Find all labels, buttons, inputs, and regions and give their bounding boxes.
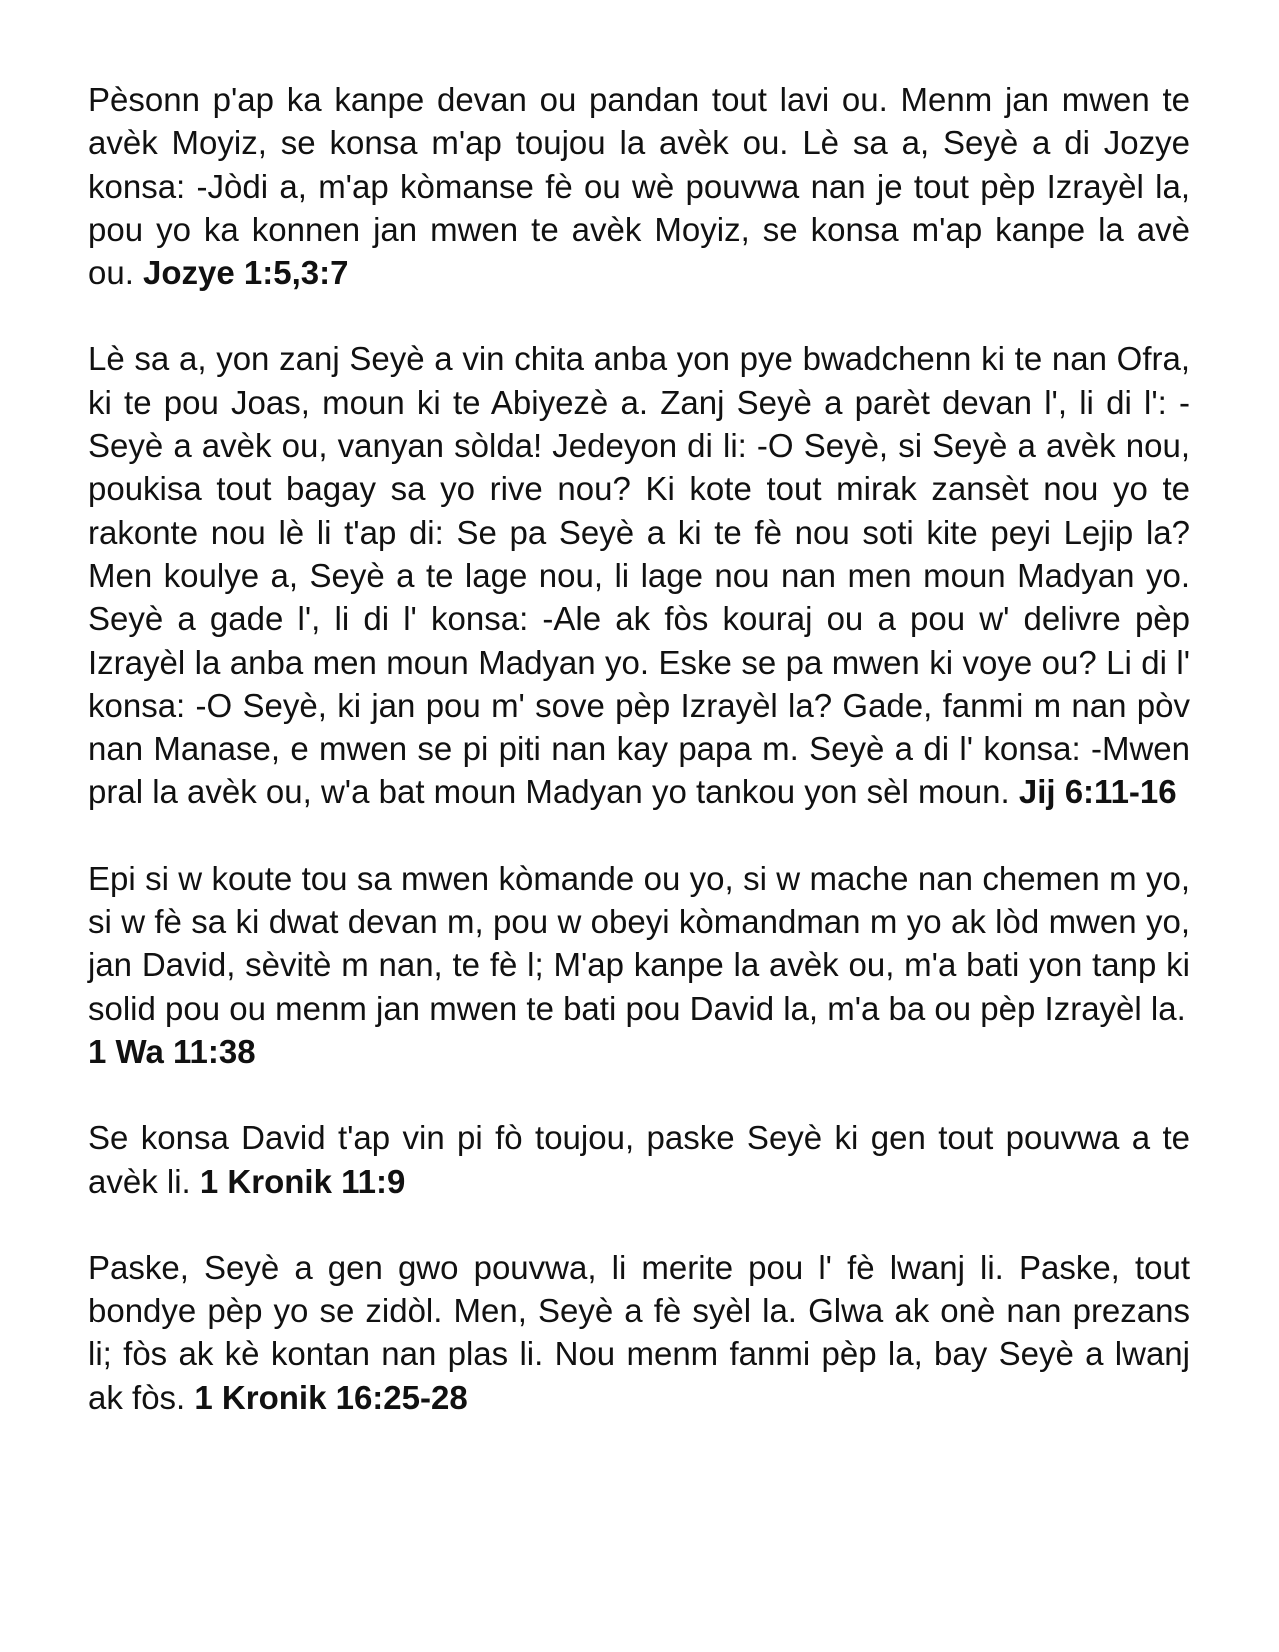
scripture-reference: Jij 6:11-16 bbox=[1018, 773, 1177, 811]
passage-text: Lè sa a, yon zanj Seyè a vin chita anba yon pye bwadchenn ki te nan Ofra, ki te pou Joas, moun ki te Abiyezè a. Zanj Seyè a parèt devan l', li di l': -Seyè a avèk ou, vanyan sòlda! Jedeyon di li: -O Seyè, si Seyè a avèk nou, poukisa tout bagay sa yo rive nou? Ki kote tout mirak zansèt nou yo te rakonte nou lè li t'ap di: Se pa Seyè a ki te fè nou soti kite peyi Lejip la? Men koulye a, Seyè a te lage nou, li lage nou nan men moun Madyan yo. Seyè a gade l', li di l' konsa: -Ale ak fòs kouraj ou a pou w' delivre pèp Izrayèl la anba men moun Madyan yo. Eske se pa mwen ki voye ou? Li di l' konsa: -O Seyè, ki jan pou m' sove pèp Izrayèl la? Gade, fanmi m nan pòv nan Manase, e mwen se pi piti nan kay papa m. Seyè a di l' konsa: -Mwen pral la avèk ou, w'a bat moun Madyan yo tankou yon sèl moun. bbox=[88, 340, 1190, 811]
scripture-reference: 1 Kronik 16:25-28 bbox=[194, 1378, 468, 1416]
passage-1-kronik-16 bbox=[88, 1246, 1190, 1419]
scripture-reference: 1 Kronik 11:9 bbox=[199, 1162, 406, 1200]
passage-1-kronik-11 bbox=[88, 1116, 1190, 1203]
passage-text: Pèsonn p'ap ka kanpe devan ou pandan tout lavi ou. Menm jan mwen te avèk Moyiz, se konsa m'ap toujou la avèk ou. Lè sa a, Seyè a di Jozye konsa: -Jòdi a, m'ap kòmanse fè ou wè pouvwa nan je tout pèp Izrayèl la, pou yo ka konnen jan mwen te avèk Moyiz, se konsa m'ap kanpe la avè ou. bbox=[88, 81, 1190, 292]
passage-text: Se konsa David t'ap vin pi fò toujou, paske Seyè ki gen tout pouvwa a te avèk li. bbox=[88, 1119, 1190, 1200]
document-page bbox=[88, 78, 1190, 1462]
passage-1-wa bbox=[88, 857, 1190, 1073]
scripture-reference: 1 Wa 11:38 bbox=[88, 1032, 256, 1070]
passage-jozye bbox=[88, 78, 1190, 294]
passage-jij bbox=[88, 337, 1190, 813]
scripture-reference: Jozye 1:5,3:7 bbox=[143, 254, 349, 292]
passage-text: Paske, Seyè a gen gwo pouvwa, li merite pou l' fè lwanj li. Paske, tout bondye pèp yo se zidòl. Men, Seyè a fè syèl la. Glwa ak onè nan prezans li; fòs ak kè kontan nan plas li. Nou menm fanmi pèp la, bay Seyè a lwanj ak fòs. bbox=[88, 1248, 1190, 1416]
passage-text: Epi si w koute tou sa mwen kòmande ou yo, si w mache nan chemen m yo, si w fè sa ki dwat devan m, pou w obeyi kòmandman m yo ak lòd mwen yo, jan David, sèvitè m nan, te fè l; M'ap kanpe la avèk ou, m'a bati yon tanp ki solid pou ou menm jan mwen te bati pou David la, m'a ba ou pèp Izrayèl la. bbox=[88, 859, 1190, 1027]
